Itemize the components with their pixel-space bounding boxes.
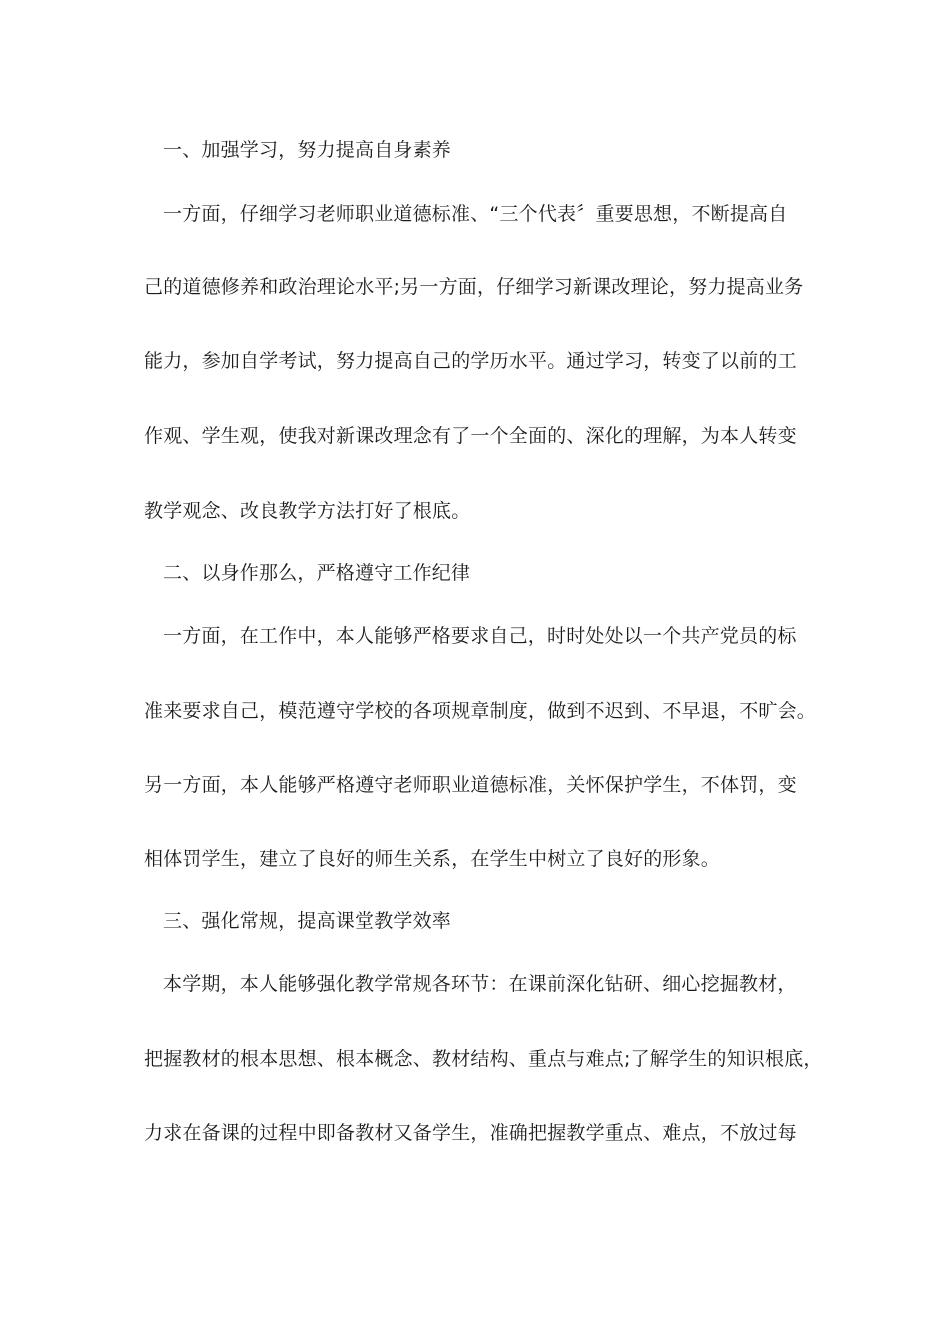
paragraph-line: 准来要求自己，模范遵守学校的各项规章制度，做到不迟到、不早退，不旷会。 [144, 700, 817, 722]
paragraph-line: 把握教材的根本思想、根本概念、教材结构、重点与难点;了解学生的知识根底， [144, 1048, 823, 1070]
section-heading-3: 三、强化常规，提高课堂教学效率 [163, 910, 452, 932]
paragraph-line: 力求在备课的过程中即备教材又备学生，准确把握教学重点、难点，不放过每 [144, 1122, 797, 1144]
paragraph-line: 一方面，在工作中，本人能够严格要求自己，时时处处以一个共产党员的标 [163, 625, 797, 647]
paragraph-line: 作观、学生观，使我对新课改理念有了一个全面的、深化的理解，为本人转变 [144, 425, 797, 447]
paragraph-line: 本学期，本人能够强化教学常规各环节：在课前深化钻研、细心挖掘教材， [163, 973, 797, 995]
section-heading-2: 二、以身作那么，严格遵守工作纪律 [163, 562, 471, 584]
paragraph-line: 一方面，仔细学习老师职业道德标准、“三个代表〞重要思想，不断提高自 [163, 203, 788, 225]
paragraph-line: 能力，参加自学考试，努力提高自己的学历水平。通过学习，转变了以前的工 [144, 350, 797, 372]
section-heading-1: 一、加强学习，努力提高自身素养 [163, 139, 452, 161]
paragraph-line: 教学观念、改良教学方法打好了根底。 [144, 500, 471, 522]
paragraph-line: 另一方面，本人能够严格遵守老师职业道德标准，关怀保护学生，不体罚，变 [144, 774, 797, 796]
paragraph-line: 相体罚学生，建立了良好的师生关系，在学生中树立了良好的形象。 [144, 848, 721, 870]
paragraph-line: 己的道德修养和政治理论水平;另一方面，仔细学习新课改理论，努力提高业务 [144, 276, 804, 298]
